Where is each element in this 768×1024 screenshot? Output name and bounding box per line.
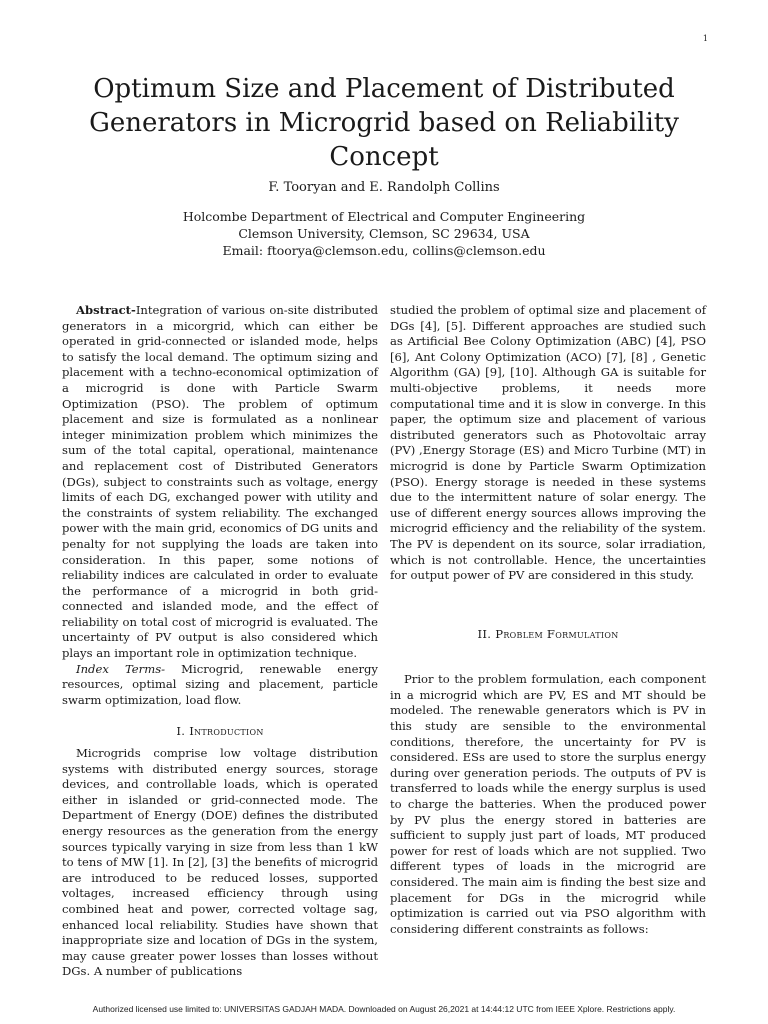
index-terms-label: Index Terms- (76, 661, 166, 676)
left-column (62, 303, 378, 980)
index-terms-text: Microgrid, renewable energy resources, optimal sizing and placement, particle swarm optimization, load flow. (62, 661, 378, 707)
problem-formulation-paragraph: Prior to the problem formulation, each component in a microgrid which are PV, ES and MT should be modeled. The renewable generators which is PV in this study are sensible to the environmental conditions, therefore, the uncertainty for PV is considered. ESs are used to store the surplus energy during over generation periods. The outputs of PV is transferred to loads while the energy surplus is used to charge the batteries. When the produced power by PV plus the energy stored in batteries are sufficient to supply just part of loads, MT produced power for rest of loads which are not supplied. Two different types of loads in the microgrid are considered. The main aim is finding the best size and placement for DGs in the microgrid while optimization is carried out via PSO algorithm with considering different constraints as follows: (390, 672, 706, 936)
affiliation (60, 208, 708, 259)
authors: F. Tooryan and E. Randolph Collins (268, 180, 500, 195)
abstract-text: Integration of various on-site distributed generators in a micorgrid, which can either be operated in grid-connected or islanded mode, helps to satisfy the local demand. The optimum sizing and placement with a techno-economical optimization of a microgrid is done with Particle Swarm Optimization (PSO). The problem of optimum placement and size is formulated as a nonlinear integer minimization problem which minimizes the sum of the total capital, operational, maintenance and replacement cost of Distributed Generators (DGs), subject to constraints such as voltage, energy limits of each DG, exchanged power with utility and the constraints of system reliability. The exchanged power with the main grid, economics of DG units and penalty for not supplying the loads are taken into consideration. In this paper, some notions of reliability indices are calculated in order to evaluate the performance of a microgrid in both grid-connected and islanded mode, and the effect of reliability on total cost of microgrid is evaluated. The uncertainty of PV output is also considered which plays an important role in optimization technique. (62, 303, 378, 661)
abstract (62, 303, 378, 662)
section-heading-introduction: I. Introduction (176, 724, 264, 739)
index-terms (62, 662, 378, 709)
page-number: 1 (702, 34, 708, 43)
affiliation-address: Clemson University, Clemson, SC 29634, USA (238, 226, 530, 241)
right-column (390, 303, 706, 937)
paper-title: Optimum Size and Placement of Distributed Generators in Microgrid based on Reliability Concept (89, 74, 679, 172)
affiliation-email: Email: ftoorya@clemson.edu, collins@clemson.edu (222, 243, 546, 258)
section-heading-problem-formulation: II. Problem Formulation (477, 626, 619, 641)
affiliation-department: Holcombe Department of Electrical and Computer Engineering (182, 209, 586, 224)
introduction-paragraph: Microgrids comprise low voltage distribution systems with distributed energy sources, storage devices, and controllable loads, which is operated either in islanded or grid-connected mode. The Department of Energy (DOE) defines the distributed energy resources as the generation from the energy sources typically varying in size from less than 1 kW to tens of MW [1]. In [2], [3] the benefits of microgrid are introduced to be reduced losses, supported voltages, increased efficiency through using combined heat and power, corrected voltage sag, enhanced local reliability. Studies have shown that inappropriate size and location of DGs in the system, may cause greater power losses than losses without DGs. A number of publications (62, 746, 378, 979)
abstract-label: Abstract- (76, 303, 136, 317)
license-footer: Authorized licensed use limited to: UNIVERSITAS GADJAH MADA. Downloaded on August 26,2021 at 14:44:12 UTC from IEEE Xplore. Restrictions apply. (92, 1004, 676, 1014)
introduction-continued-paragraph: studied the problem of optimal size and placement of DGs [4], [5]. Different approaches are studied such as Artificial Bee Colony Optimization (ABC) [4], PSO [6], Ant Colony Optimization (ACO) [7], [8] , Genetic Algorithm (GA) [9], [10]. Although GA is suitable for multi-objective problems, it needs more computational time and it is slow in converge. In this paper, the optimum size and placement of various distributed generators such as Photovoltaic array (PV) ,Energy Storage (ES) and Micro Turbine (MT) in microgrid is done by Particle Swarm Optimization (PSO). Energy storage is needed in these systems due to the intermittent nature of solar energy. The use of different energy sources allows improving the microgrid efficiency and the reliability of the system. The PV is dependent on its source, solar irradiation, which is not controllable. Hence, the uncertainties for output power of PV are considered in this study. (390, 303, 706, 583)
